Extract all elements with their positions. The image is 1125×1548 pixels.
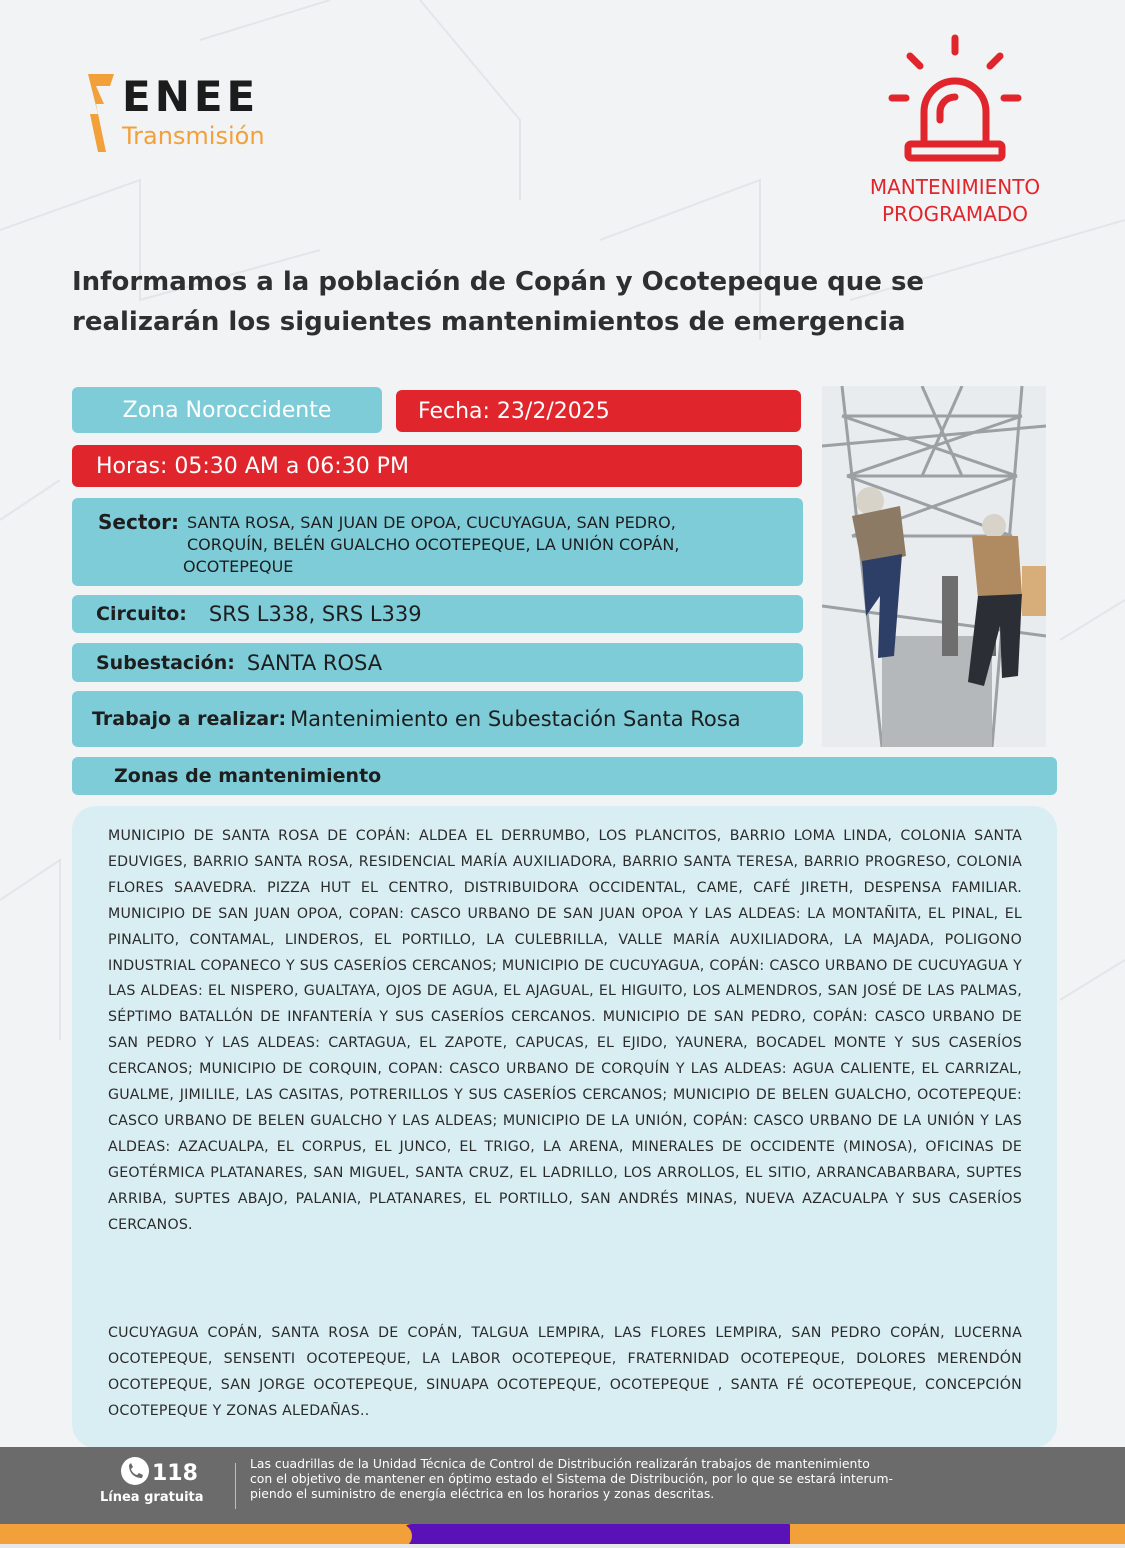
headline-line2: realizarán los siguientes mantenimientos de emergencia (72, 307, 906, 337)
sector-line: CORQUÍN, BELÉN GUALCHO OCOTEPEQUE, LA UNIÓN COPÁN, (187, 535, 680, 554)
zones-paragraph-2: CUCUYAGUA COPÁN, SANTA ROSA DE COPÁN, TALGUA LEMPIRA, LAS FLORES LEMPIRA, SAN PEDRO COPÁN, LUCERNA OCOTEPEQUE, SENSENTI OCOTEPEQUE, LA LABOR OCOTEPEQUE, FRATERNIDAD OCOTEPEQUE, DOLORES MERENDÓN OCOTEPEQUE, SAN JORGE OCOTEPEQUE, SINUAPA OCOTEPEQUE, OCOTEPEQUE , SANTA FÉ OCOTEPEQUE, CONCEPCIÓN OCOTEPEQUE Y ZONAS ALEDAÑAS.. (108, 1325, 1022, 1419)
phone-label: Línea gratuita (100, 1490, 204, 1505)
phone-number: 118 (152, 1461, 198, 1486)
footer-notice-line: Las cuadrillas de la Unidad Técnica de Control de Distribución realizarán trabajos de mantenimiento (250, 1456, 870, 1471)
maintenance-label-line2: PROGRAMADO (881, 202, 1029, 226)
maintenance-label-line1: MANTENIMIENTO (869, 175, 1041, 199)
work-value: Mantenimiento en Subestación Santa Rosa (290, 707, 741, 731)
work-label: Trabajo a realizar: (92, 708, 287, 730)
maintenance-label (820, 174, 1090, 228)
logo-subtitle: Transmisión (122, 122, 265, 150)
footer-divider (235, 1463, 236, 1509)
headline (72, 262, 1072, 342)
sector-line: OCOTEPEQUE (183, 557, 294, 576)
footer (0, 1447, 1125, 1524)
circuit-label: Circuito: (96, 603, 187, 625)
phone-icon (120, 1457, 152, 1485)
zones-paragraph-1: MUNICIPIO DE SANTA ROSA DE COPÁN: ALDEA EL DERRUMBO, LOS PLANCITOS, BARRIO LOMA LINDA, COLONIA SANTA EDUVIGES, BARRIO SANTA ROSA, RESIDENCIAL MARÍA AUXILIADORA, BARRIO SANTA TERESA, BARRIO PROGRESO, COLONIA FLORES SAAVEDRA. PIZZA HUT EL CENTRO, DISTRIBUIDORA OCCIDENTAL, CAME, CAFÉ JIRETH, DESPENSA FAMILIAR. MUNICIPIO DE SAN JUAN OPOA, COPAN: CASCO URBANO DE SAN JUAN OPOA Y LAS ALDEAS: LA MONTAÑITA, EL PINAL, EL PINALITO, CONTAMAL, LINDEROS, EL PORTILLO, LA CULEBRILLA, VALLE MARÍA AUXILIADORA, LA MAJADA, POLIGONO INDUSTRIAL COPANECO Y SUS CASERÍOS CERCANOS; MUNICIPIO DE CUCUYAGUA, COPÁN: CASCO URBANO DE CUCUYAGUA Y LAS ALDEAS: EL NISPERO, GUALTAYA, OJOS DE AGUA, EL AJAGUAL, EL HIGUITO, LOS ALMENDROS, SAN JOSÉ DE LAS PALMAS, SÉPTIMO BATALLÓN DE INFANTERÍA Y SUS CASERÍOS CERCANOS. MUNICIPIO DE SAN PEDRO, COPÁN: CASCO URBANO DE SAN PEDRO Y LAS ALDEAS: CARTAGUA, EL ZAPOTE, CAPUCAS, EL EJIDO, YAUNERA, BOCADEL MONTE Y SUS CASERÍOS CERCANOS; MUNICIPIO DE CORQUIN, COPAN: CASCO URBANO DE CORQUÍN Y LAS ALDEAS: AGUA CALIENTE, EL CARRIZAL, GUALME, JIMILILE, LAS CASITAS, POTRERILLOS Y SUS CASERÍOS CERCANOS; MUNICIPIO DE BELEN GUALCHO, OCOTEPEQUE: CASCO URBANO DE BELEN GUALCHO Y LAS ALDEAS; MUNICIPIO DE LA UNIÓN, COPÁN: CASCO URBANO DE LA UNIÓN Y LAS ALDEAS: AZACUALPA, EL CORPUS, EL JUNCO, EL TRIGO, LA ARENA, MINERALES DE OCCIDENTE (MINOSA), OFICINAS DE GEOTÉRMICA PLATANARES, SAN MIGUEL, SANTA CRUZ, EL LADRILLO, LOS ARROLLOS, EL SITIO, ARRANCABARBARA, SUPTES ARRIBA, SUPTES ABAJO, PALANIA, PLATANARES, EL PORTILLO, SAN ANDRÉS MINAS, NUEVA AZACUALPA Y SUS CASERÍOS CERCANOS. (108, 828, 1022, 1233)
enee-logo (88, 74, 328, 154)
substation-row (72, 643, 803, 682)
logo-mark-icon (88, 74, 114, 152)
substation-label: Subestación: (96, 651, 235, 674)
zones-content-box (72, 806, 1057, 1448)
sector-label: Sector: (98, 510, 179, 534)
bottom-color-strip (0, 1524, 1125, 1548)
sector-row (72, 498, 803, 586)
circuit-row (72, 595, 803, 633)
zone-badge: Zona Noroccidente (72, 387, 382, 433)
sector-value (183, 512, 680, 578)
technicians-photo (822, 386, 1046, 747)
sector-line: SANTA ROSA, SAN JUAN DE OPOA, CUCUYAGUA, SAN PEDRO, (187, 513, 676, 532)
logo-enee-text: ENEE (122, 72, 260, 121)
headline-line1: Informamos a la población de Copán y Ocotepeque que se (72, 267, 925, 297)
footer-notice-line: con el objetivo de mantener en óptimo estado el Sistema de Distribución, por lo que se estará interum- (250, 1471, 894, 1486)
substation-value: SANTA ROSA (246, 650, 383, 675)
footer-notice (250, 1456, 1050, 1501)
work-row (72, 691, 803, 747)
footer-notice-line: piendo el suministro de energía eléctrica en los horarios y zonas descritas. (250, 1486, 715, 1501)
zones-title: Zonas de mantenimiento (114, 765, 382, 787)
zones-title-bar (72, 757, 1057, 795)
hours-badge: Horas: 05:30 AM a 06:30 PM (72, 445, 802, 487)
circuit-value: SRS L338, SRS L339 (208, 602, 422, 626)
date-badge: Fecha: 23/2/2025 (396, 390, 801, 432)
siren-icon (888, 32, 1022, 164)
